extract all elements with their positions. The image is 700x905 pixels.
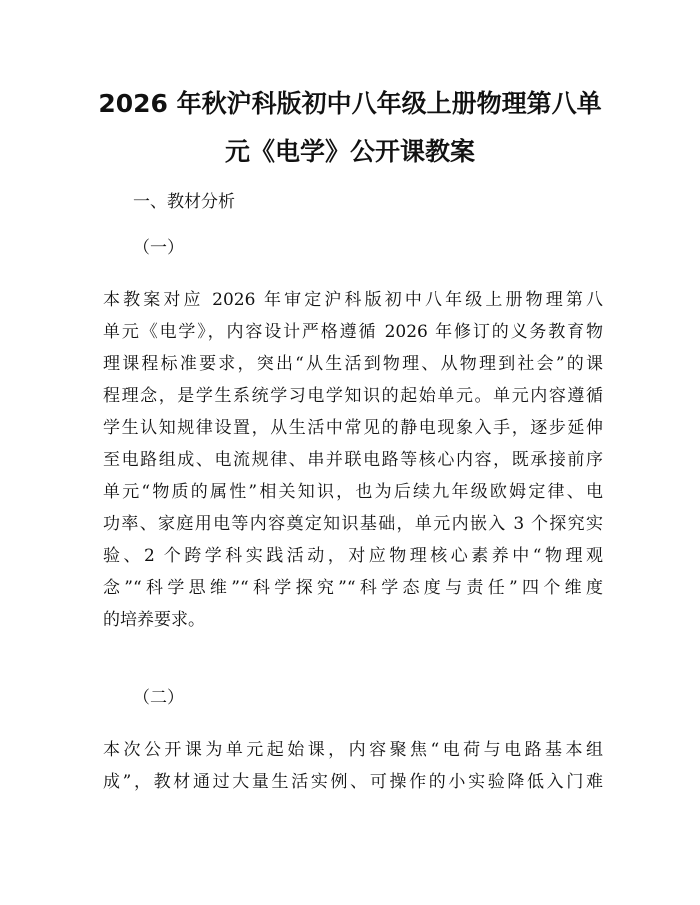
- paragraph-line: 的培养要求。: [103, 610, 205, 630]
- paragraph-textbook-analysis-2: [103, 734, 603, 798]
- paragraph-textbook-analysis-1: [103, 284, 603, 636]
- paragraph-line: 念”“科学思维”“科学探究”“科学态度与责任”四个维度: [103, 578, 603, 598]
- paragraph-line: 单元“物质的属性”相关知识，也为后续九年级欧姆定律、电: [103, 482, 603, 502]
- paragraph-line: 验、2 个跨学科实践活动，对应物理核心素养中“物理观: [103, 546, 603, 566]
- document-title-line-1: 2026 年秋沪科版初中八年级上册物理第八单: [98, 89, 602, 118]
- paragraph-line: 本教案对应 2026 年审定沪科版初中八年级上册物理第八: [103, 290, 603, 310]
- paragraph-line: 成”，教材通过大量生活实例、可操作的小实验降低入门难: [103, 772, 603, 792]
- paragraph-line: 功率、家庭用电等内容奠定知识基础，单元内嵌入 3 个探究实: [103, 514, 603, 534]
- subsection-heading-1: （一）: [133, 238, 184, 258]
- document-title-line-2: 元《电学》公开课教案: [224, 137, 475, 166]
- paragraph-line: 单元《电学》，内容设计严格遵循 2026 年修订的义务教育物: [103, 322, 603, 342]
- section-heading-textbook-analysis: 一、教材分析: [133, 192, 235, 212]
- subsection-heading-2: （二）: [133, 688, 184, 708]
- paragraph-line: 学生认知规律设置，从生活中常见的静电现象入手，逐步延伸: [103, 418, 603, 438]
- paragraph-line: 程理念，是学生系统学习电学知识的起始单元。单元内容遵循: [103, 386, 603, 406]
- paragraph-line: 至电路组成、电流规律、串并联电路等核心内容，既承接前序: [103, 450, 603, 470]
- paragraph-line: 本次公开课为单元起始课，内容聚焦“电荷与电路基本组: [103, 740, 603, 760]
- paragraph-line: 理课程标准要求，突出“从生活到物理、从物理到社会”的课: [103, 354, 603, 374]
